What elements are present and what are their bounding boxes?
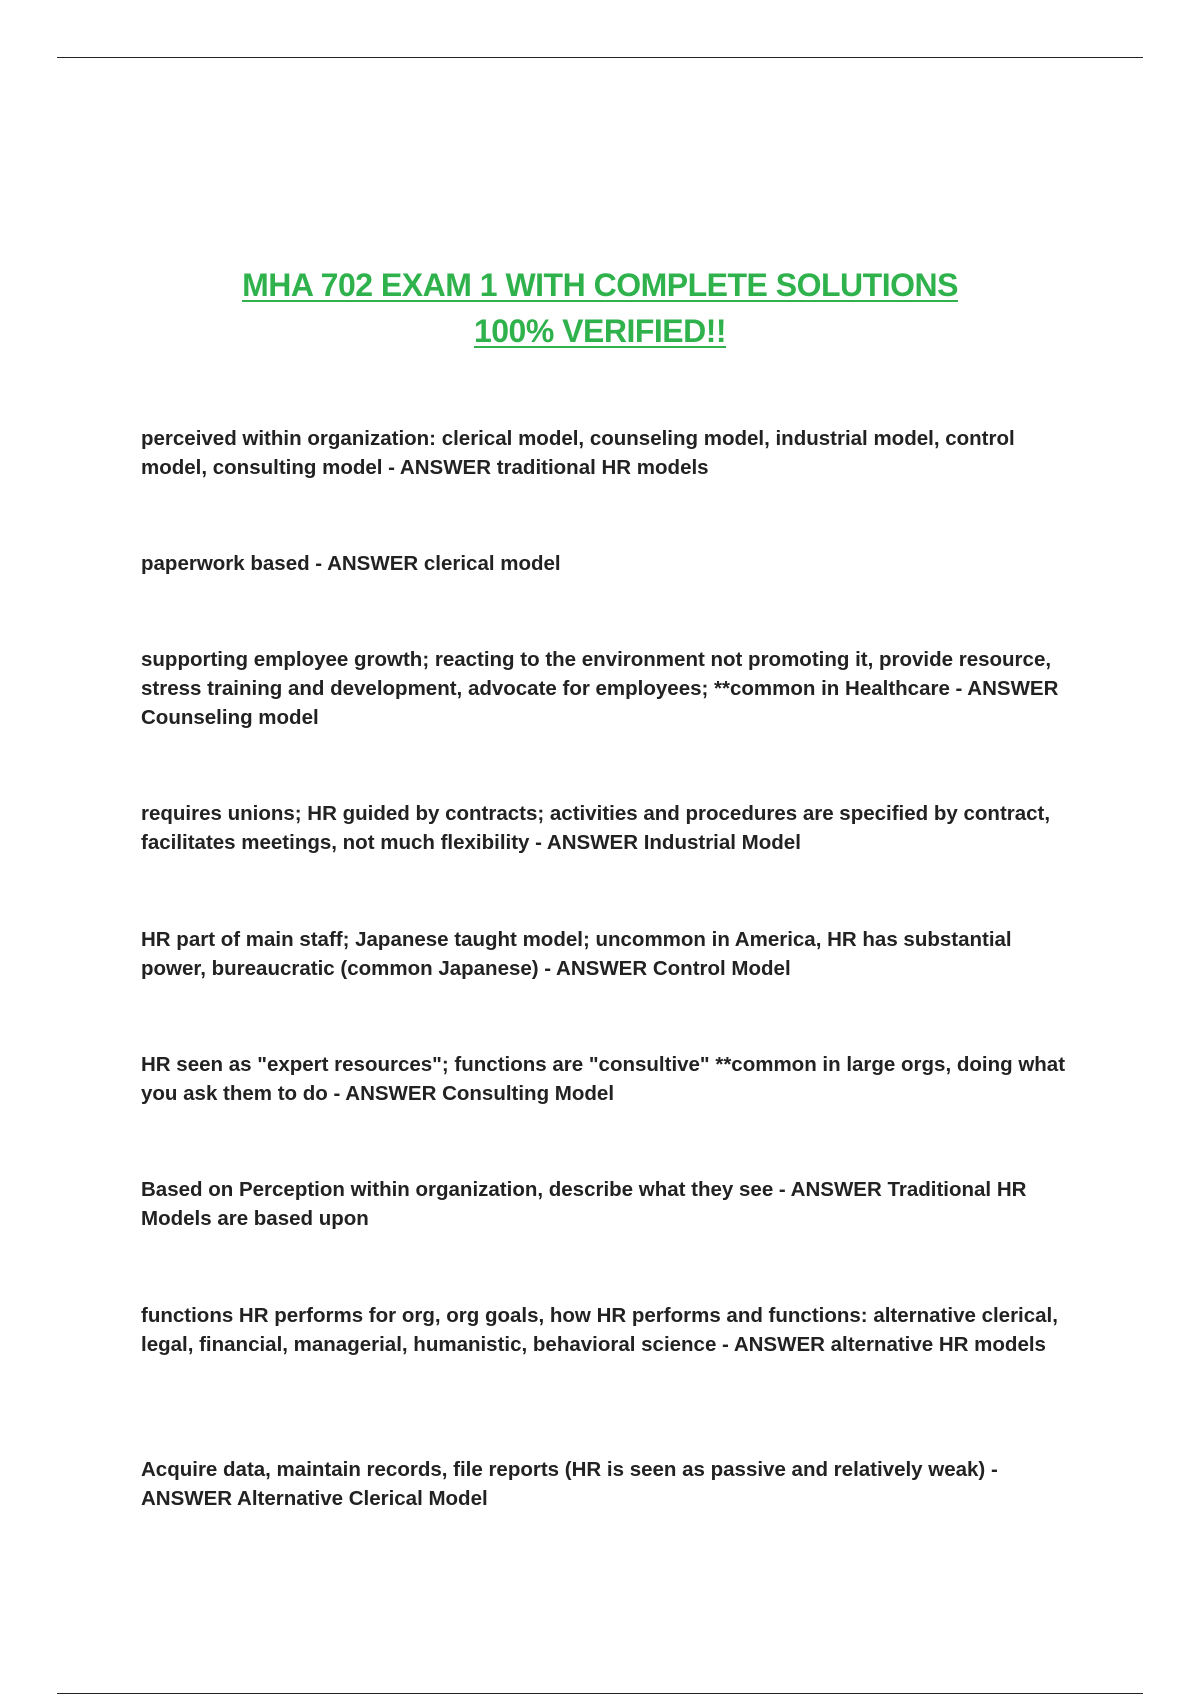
- qa-item-counseling-model: supporting employee growth; reacting to the environment not promoting it, provide resource, stress training and development, advocate for employees; **common in Healthcare - ANSWER Counseling model: [141, 648, 1059, 729]
- qa-item-clerical-model: paperwork based - ANSWER clerical model: [141, 552, 561, 575]
- qa-item-traditional-hr-basis: Based on Perception within organization, describe what they see - ANSWER Traditional HR Models are based upon: [141, 1178, 1027, 1230]
- qa-item-alternative-clerical-model: Acquire data, maintain records, file reports (HR is seen as passive and relatively weak) - ANSWER Alternative Clerical Model: [141, 1458, 998, 1510]
- title-line-1: MHA 702 EXAM 1 WITH COMPLETE SOLUTIONS: [242, 267, 958, 303]
- qa-item-consulting-model: HR seen as "expert resources"; functions are "consultive" **common in large orgs, doing what you ask them to do - ANSWER Consulting Model: [141, 1053, 1066, 1105]
- qa-item-alternative-hr-models: functions HR performs for org, org goals, how HR performs and functions: alternative clerical, legal, financial, managerial, humanistic, behavioral science - ANSWER alternative HR models: [141, 1304, 1058, 1356]
- qa-item-industrial-model: requires unions; HR guided by contracts; activities and procedures are specified by contract, facilitates meetings, not much flexibility - ANSWER Industrial Model: [141, 802, 1051, 854]
- bottom-rule: [57, 1693, 1143, 1694]
- qa-item-control-model: HR part of main staff; Japanese taught model; uncommon in America, HR has substantial power, bureaucratic (common Japanese) - ANSWER Control Model: [141, 928, 1012, 980]
- qa-item-traditional-hr-models: perceived within organization: clerical model, counseling model, industrial model, control model, consulting model - ANSWER traditional HR models: [141, 427, 1015, 479]
- title-line-2: 100% VERIFIED!!: [473, 313, 727, 349]
- top-rule: [57, 57, 1143, 58]
- document-title: [100, 262, 1100, 354]
